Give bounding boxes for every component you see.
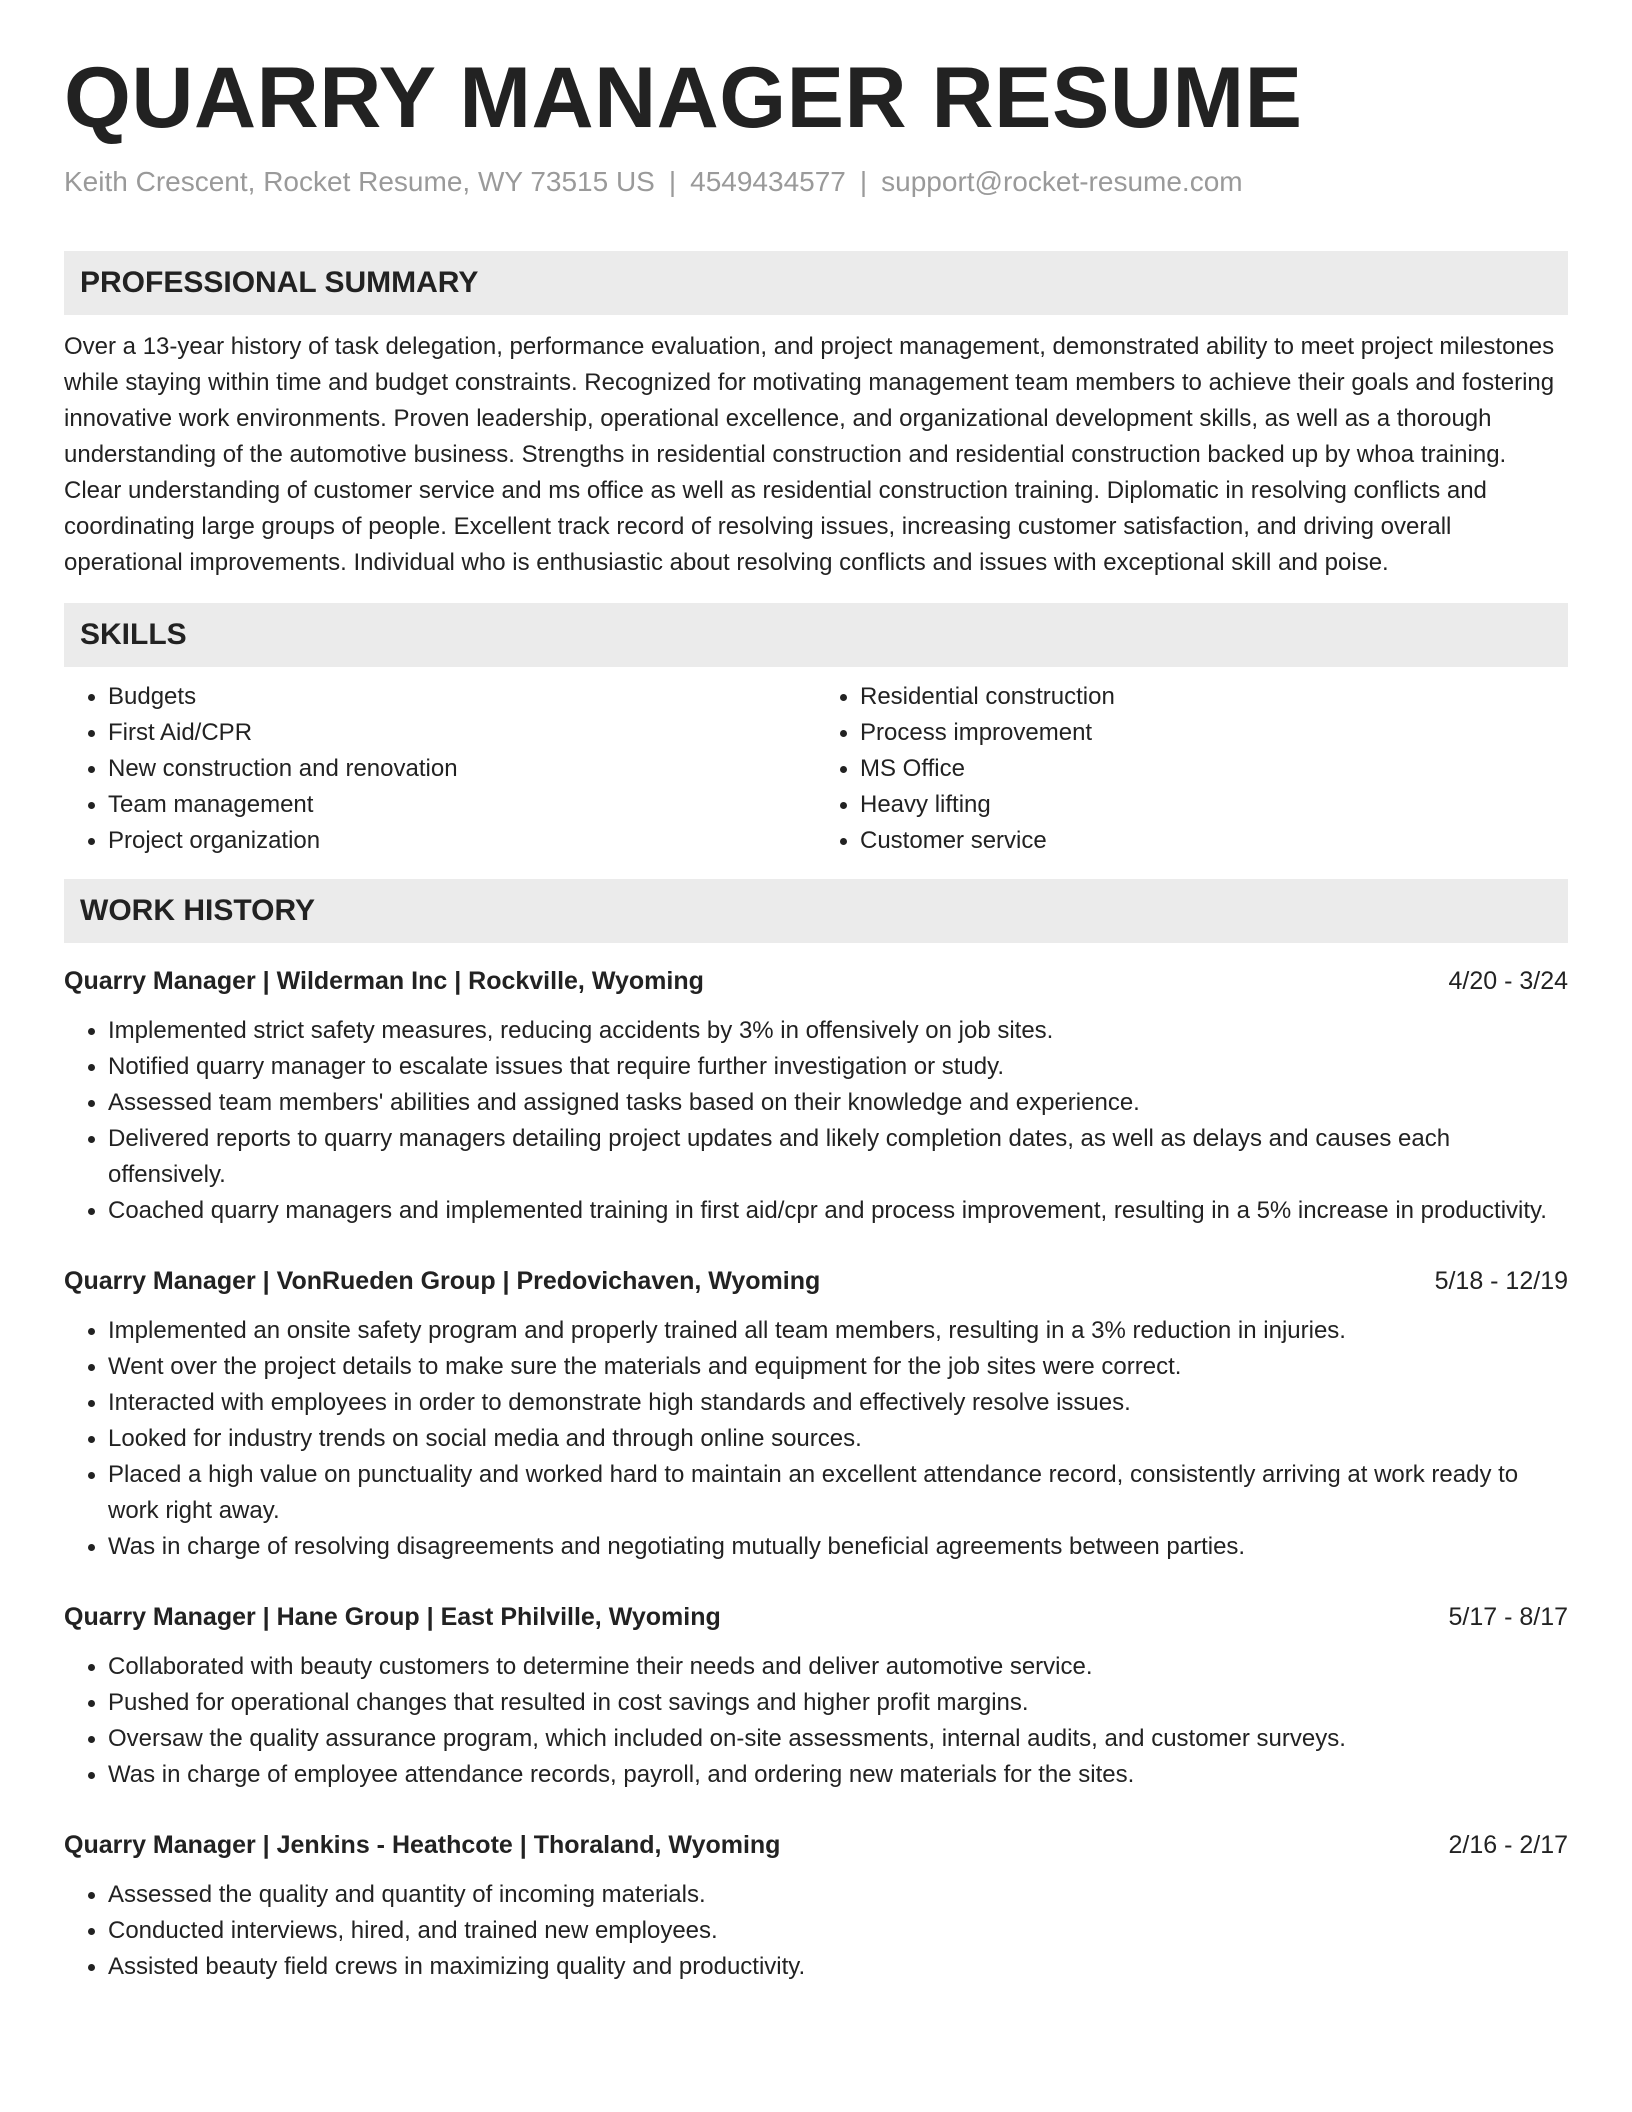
job-bullet: • Assisted beauty field crews in maximizing quality and productivity. [108,1949,1568,1985]
job-bullet: • Looked for industry trends on social media and through online sources. [108,1421,1568,1457]
skill-item: • New construction and renovation [108,751,816,787]
job-dates: 2/16 - 2/17 [1448,1830,1568,1859]
job-bullet: • Notified quarry manager to escalate issues that require further investigation or study. [108,1049,1568,1085]
skill-item: • Budgets [108,679,816,715]
job-bullet: • Oversaw the quality assurance program, which included on-site assessments, internal audits, and customer surveys. [108,1721,1568,1757]
job-entry [64,1263,1568,1565]
job-bullet: • Delivered reports to quarry managers detailing project updates and likely completion dates, as well as delays and causes each offensively. [108,1121,1568,1193]
job-entry [64,1599,1568,1793]
job-entry [64,963,1568,1229]
skills-list-left [64,679,816,859]
job-header [64,963,1568,999]
job-dates: 5/17 - 8/17 [1448,1602,1568,1631]
contact-separator: | [668,166,677,197]
skill-item: • Team management [108,787,816,823]
work-history [64,963,1568,1985]
job-bullet: • Interacted with employees in order to demonstrate high standards and effectively resolve issues. [108,1385,1568,1421]
job-bullet: • Assessed team members' abilities and assigned tasks based on their knowledge and experience. [108,1085,1568,1121]
contact-email: support@rocket-resume.com [881,166,1243,197]
section-header-work: WORK HISTORY [64,879,1568,943]
job-entry [64,1827,1568,1985]
job-bullet: • Was in charge of resolving disagreements and negotiating mutually beneficial agreements between parties. [108,1529,1568,1565]
contact-line [64,165,1568,199]
job-title: Quarry Manager | Jenkins - Heathcote | Thoraland, Wyoming [64,1830,781,1859]
skill-item: • Process improvement [860,715,1568,751]
job-bullet: • Conducted interviews, hired, and trained new employees. [108,1913,1568,1949]
job-bullet: • Placed a high value on punctuality and worked hard to maintain an excellent attendance record, consistently arriving at work ready to work right away. [108,1457,1568,1529]
skill-item: • Heavy lifting [860,787,1568,823]
job-bullets [64,1313,1568,1565]
job-bullet: • Assessed the quality and quantity of incoming materials. [108,1877,1568,1913]
job-dates: 4/20 - 3/24 [1448,966,1568,995]
skill-item: • Project organization [108,823,816,859]
job-bullet: • Went over the project details to make sure the materials and equipment for the job sites were correct. [108,1349,1568,1385]
skill-item: • Customer service [860,823,1568,859]
skill-item: • First Aid/CPR [108,715,816,751]
job-dates: 5/18 - 12/19 [1434,1266,1568,1295]
section-header-summary: PROFESSIONAL SUMMARY [64,251,1568,315]
job-header [64,1827,1568,1863]
resume-title: QUARRY MANAGER RESUME [64,50,1303,146]
job-bullet: • Implemented strict safety measures, reducing accidents by 3% in offensively on job sites. [108,1013,1568,1049]
skills-columns [64,679,1568,859]
skills-list-right [816,679,1568,859]
job-bullet: • Implemented an onsite safety program and properly trained all team members, resulting in a 3% reduction in injuries. [108,1313,1568,1349]
skill-item: • Residential construction [860,679,1568,715]
job-bullets [64,1013,1568,1229]
job-bullet: • Collaborated with beauty customers to determine their needs and deliver automotive service. [108,1649,1568,1685]
contact-separator: | [859,166,868,197]
job-header [64,1599,1568,1635]
section-header-skills: SKILLS [64,603,1568,667]
skill-item: • MS Office [860,751,1568,787]
job-header [64,1263,1568,1299]
job-title: Quarry Manager | Wilderman Inc | Rockville, Wyoming [64,966,704,995]
job-bullet: • Pushed for operational changes that resulted in cost savings and higher profit margins. [108,1685,1568,1721]
job-bullet: • Was in charge of employee attendance records, payroll, and ordering new materials for the sites. [108,1757,1568,1793]
contact-phone: 4549434577 [690,166,846,197]
contact-address: Keith Crescent, Rocket Resume, WY 73515 US [64,166,655,197]
job-title: Quarry Manager | VonRueden Group | Predovichaven, Wyoming [64,1266,821,1295]
job-bullets [64,1877,1568,1985]
job-bullet: • Coached quarry managers and implemented training in first aid/cpr and process improvement, resulting in a 5% increase in productivity. [108,1193,1568,1229]
summary-text: Over a 13-year history of task delegation, performance evaluation, and project management, demonstrated ability to meet project milestones while staying within time and budget constraints. Recognized for motivating management team members to achieve their goals and fostering innovative work environments. Proven leadership, operational excellence, and organizational development skills, as well as a thorough understanding of the automotive business. Strengths in residential construction and residential construction backed up by whoa training. Clear understanding of customer service and ms office as well as residential construction training. Diplomatic in resolving conflicts and coordinating large groups of people. Excellent track record of resolving issues, increasing customer satisfaction, and driving overall operational improvements. Individual who is enthusiastic about resolving conflicts and issues with exceptional skill and poise. [64,332,1555,576]
job-bullets [64,1649,1568,1793]
job-title: Quarry Manager | Hane Group | East Philville, Wyoming [64,1602,721,1631]
